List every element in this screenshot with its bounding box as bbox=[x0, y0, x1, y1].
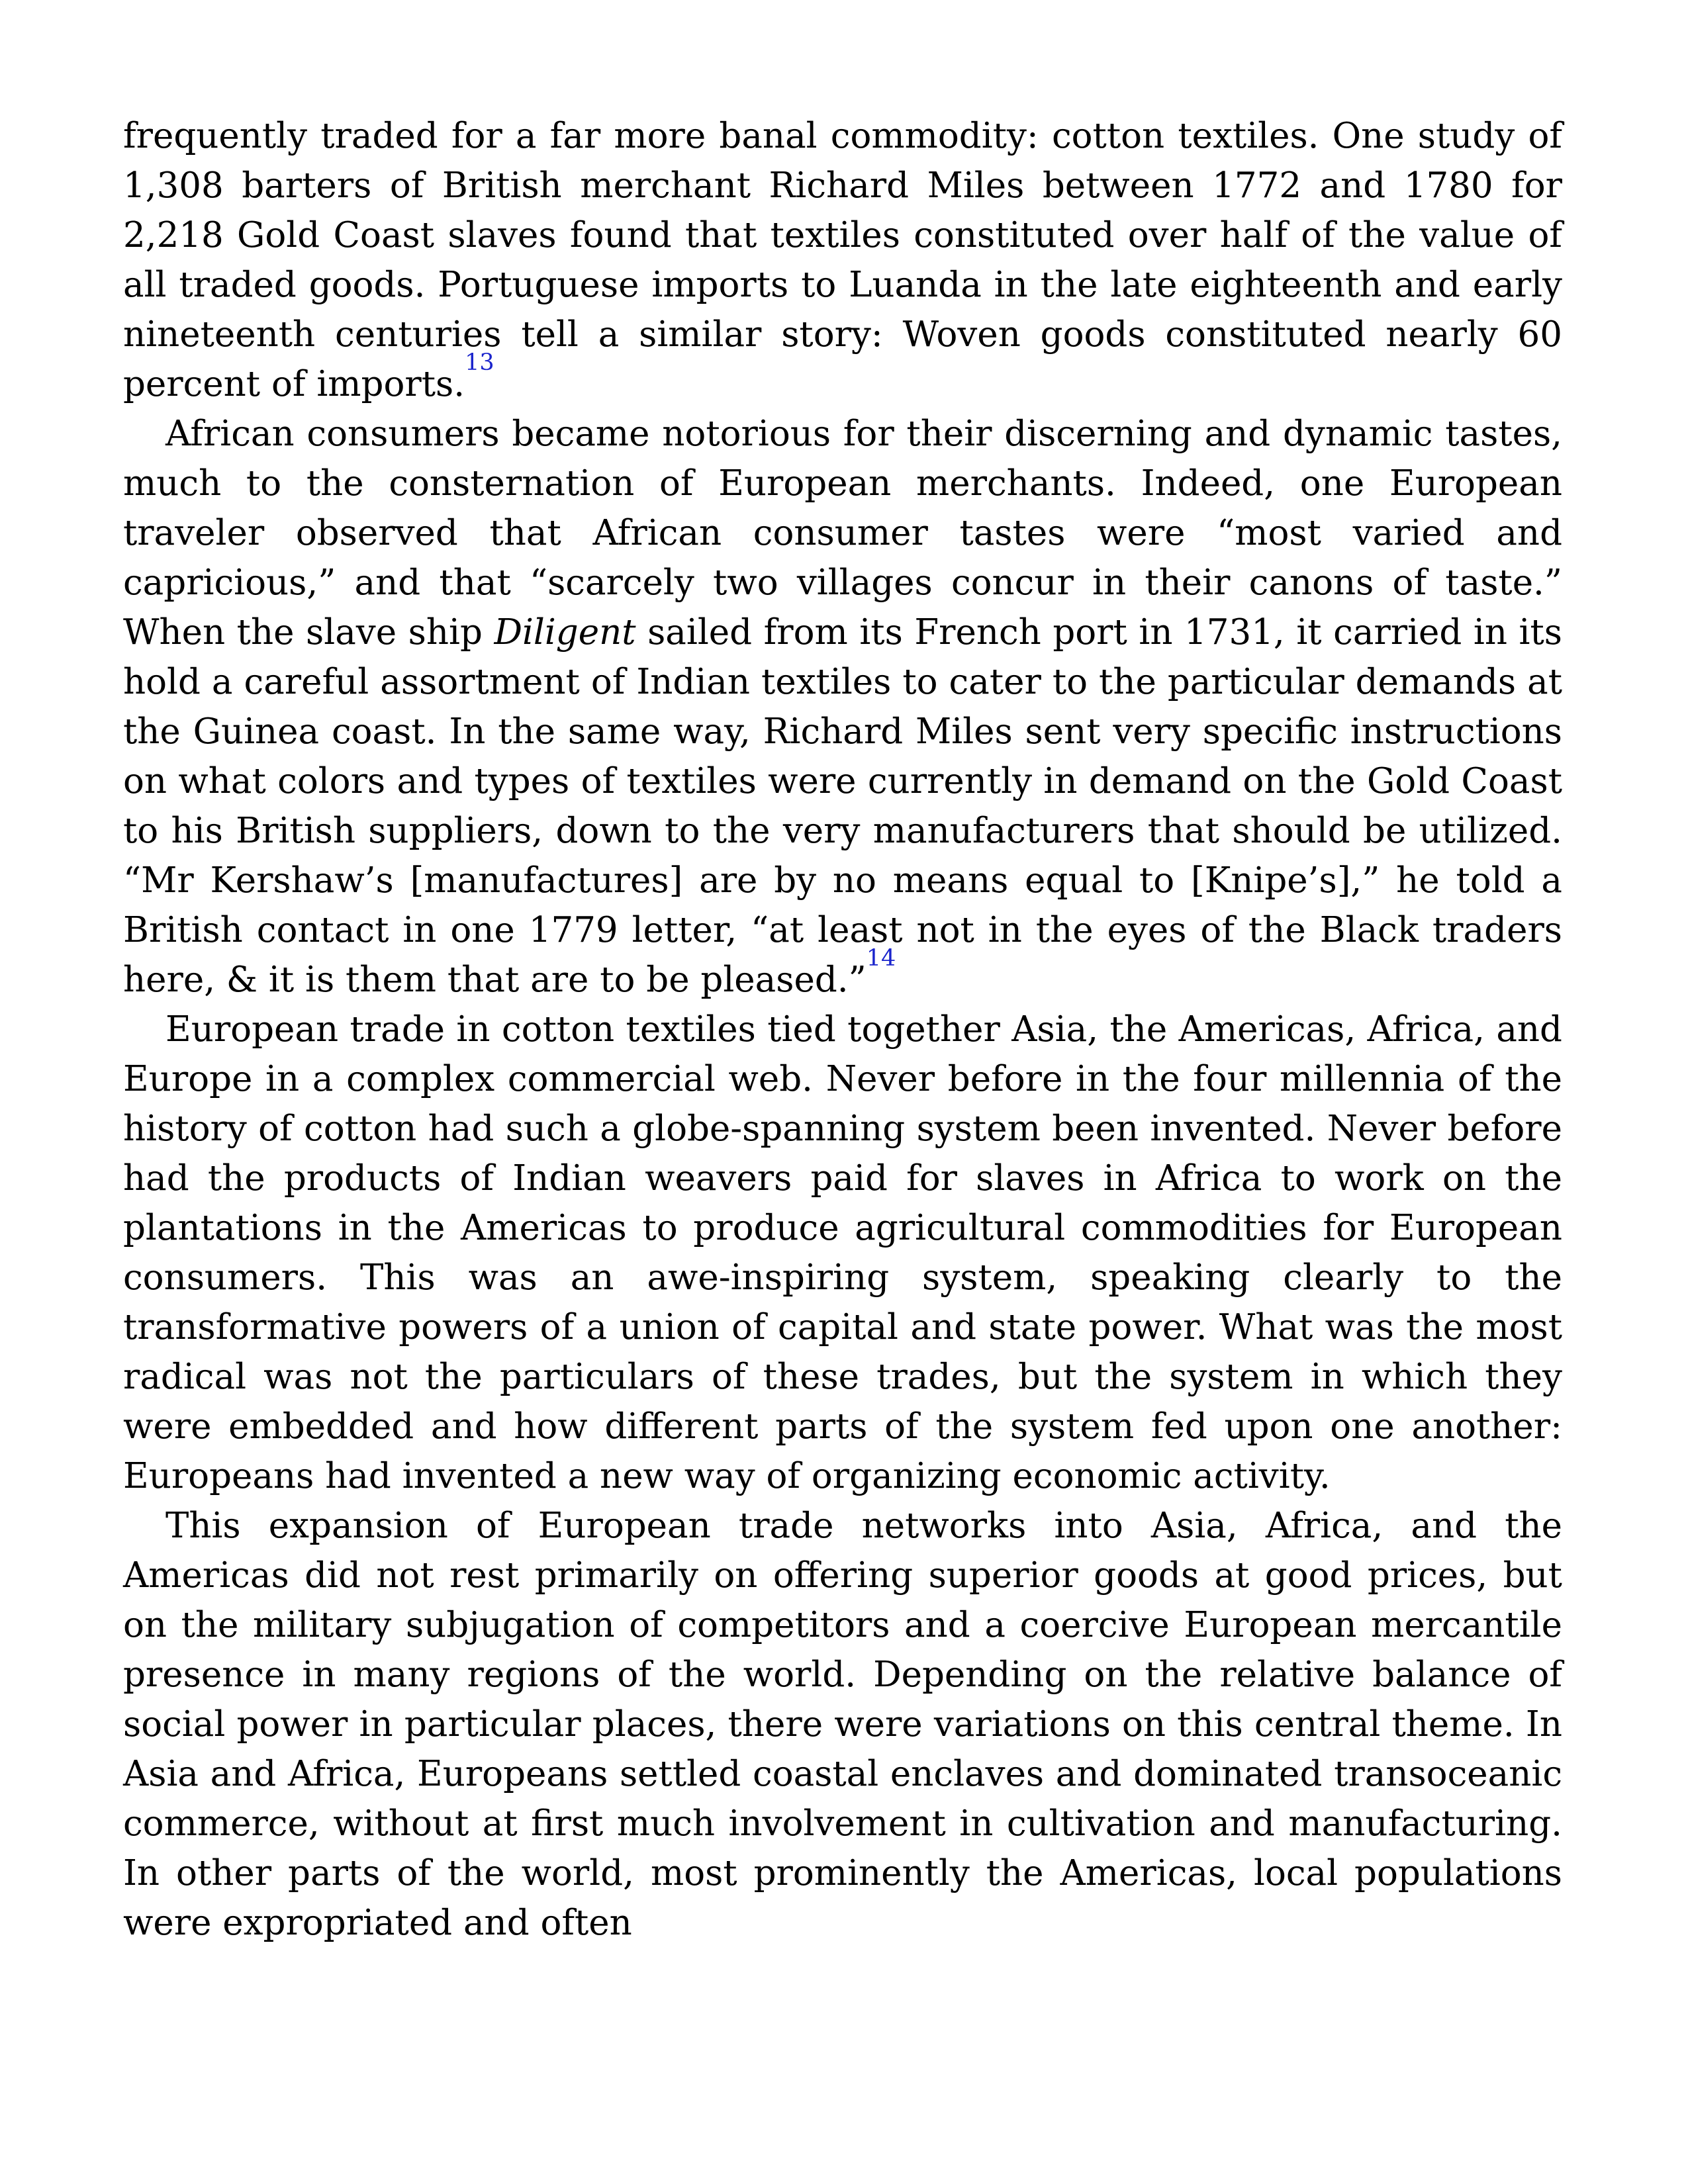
footnote-link-14[interactable]: 14 bbox=[866, 945, 896, 972]
paragraph-text: sailed from its French port in 1731, it carried in its hold a careful assortment of Indian textiles to cater to the particular demands at the Guinea coast. In the same way, Richard Miles sent very specific instructions on what colors and types of textiles were currently in demand on the Gold Coast to his British suppliers, down to the very manufacturers that should be utilized. “Mr Kershaw’s [manufactures] are by no means equal to [Knipe’s],” he told a British contact in one 1779 letter, “at least not in the eyes of the Black traders here, & it is them that are to be pleased.” bbox=[123, 612, 1563, 1000]
paragraph-text: This expansion of European trade networks into Asia, Africa, and the Americas did not rest primarily on offering superior goods at good prices, but on the military subjugation of competitors and a coercive European mercantile presence in many regions of the world. Depending on the relative balance of social power in particular places, there were variations on this central theme. In Asia and Africa, Europeans settled coastal enclaves and dominated transoceanic commerce, without at first much involvement in cultivation and manufacturing. In other parts of the world, most prominently the Americas, local populations were expropriated and often bbox=[123, 1506, 1562, 1943]
document-body bbox=[123, 111, 1562, 1948]
paragraph-2 bbox=[123, 409, 1562, 1005]
paragraph-3 bbox=[123, 1005, 1562, 1501]
paragraph-text: African consumers became notorious for their discerning and dynamic tastes, much to the consternation of European merchants. Indeed, one European traveler observed that African consumer tastes were “most varied and capricious,” and that “scarcely two villages concur in their canons of taste.” When the slave ship bbox=[123, 414, 1562, 653]
paragraph-text: frequently traded for a far more banal commodity: cotton textiles. One study of 1,308 barters of British merchant Richard Miles between 1772 and 1780 for 2,218 Gold Coast slaves found that textiles constituted over half of the value of all traded goods. Portuguese imports to Luanda in the late eighteenth and early nineteenth centuries tell a similar story: Woven goods constituted nearly 60 percent of imports. bbox=[123, 116, 1562, 404]
paragraph-4 bbox=[123, 1501, 1562, 1948]
ship-name-italic: Diligent bbox=[494, 612, 636, 653]
paragraph-1 bbox=[123, 111, 1562, 409]
footnote-link-13[interactable]: 13 bbox=[465, 349, 494, 377]
paragraph-text: European trade in cotton textiles tied together Asia, the Americas, Africa, and Europe in a complex commercial web. Never before in the four millennia of the history of cotton had such a globe-spanning system been invented. Never before had the products of Indian weavers paid for slaves in Africa to work on the plantations in the Americas to produce agricultural commodities for European consumers. This was an awe-inspiring system, speaking clearly to the transformative powers of a union of capital and state power. What was the most radical was not the particulars of these trades, but the system in which they were embedded and how different parts of the system fed upon one another: Europeans had invented a new way of organizing economic activity. bbox=[123, 1009, 1562, 1496]
